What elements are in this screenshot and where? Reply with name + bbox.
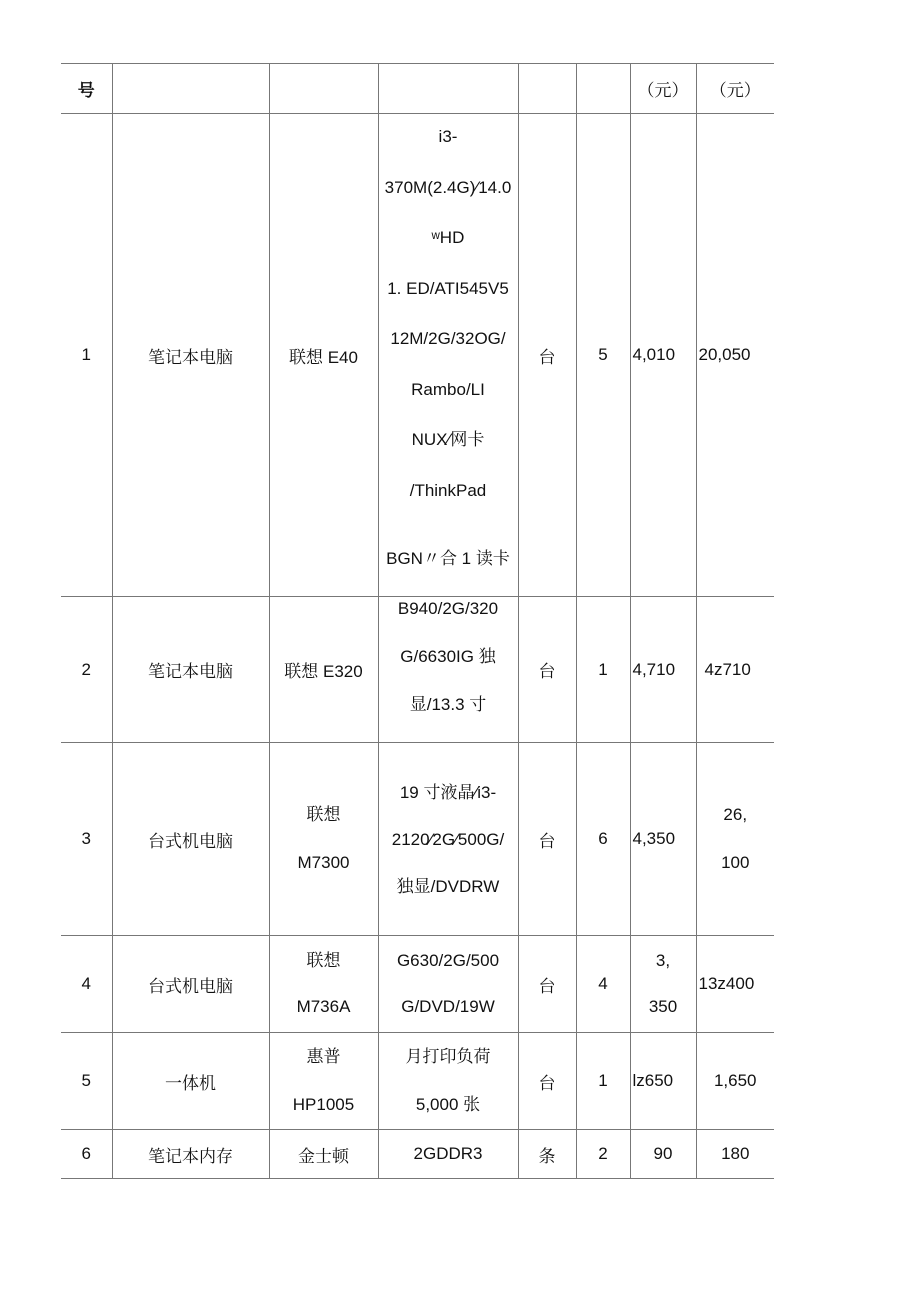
spec-line: NUX⁄网卡 bbox=[411, 430, 485, 449]
spec-line: 19 寸液晶⁄i3- bbox=[399, 782, 497, 802]
total-line: 100 bbox=[721, 853, 750, 872]
table-row bbox=[61, 936, 774, 1033]
header-unit-price: （元） bbox=[630, 64, 696, 114]
row-seq: 1 bbox=[61, 114, 112, 597]
total-line: 26, bbox=[723, 805, 748, 824]
spec-line: 5,000 张 bbox=[415, 1095, 481, 1114]
spec-line: /ThinkPad bbox=[409, 480, 487, 500]
spec-line: 月打印负荷 bbox=[405, 1047, 491, 1066]
spec-line: G630/2G/500 bbox=[396, 951, 500, 970]
row-unit-price bbox=[630, 936, 696, 1033]
spec-line: G/6630IG 独 bbox=[400, 647, 496, 666]
row-unit-price bbox=[630, 1033, 696, 1130]
spec-line: i3- bbox=[438, 127, 458, 146]
row-total-price bbox=[696, 114, 774, 597]
row-qty: 2 bbox=[576, 1130, 630, 1179]
spec-line: 370M(2.4G)⁄14.0 bbox=[384, 177, 512, 197]
row-unit: 台 bbox=[518, 936, 576, 1033]
header-qty bbox=[576, 64, 630, 114]
header-row bbox=[61, 64, 774, 114]
table-row bbox=[61, 1033, 774, 1130]
spec-line: BGN〃合 1 读卡 bbox=[386, 549, 510, 568]
header-unit bbox=[518, 64, 576, 114]
row-spec bbox=[378, 1130, 518, 1179]
row-qty: 4 bbox=[576, 936, 630, 1033]
spec-line: B940/2G/320 bbox=[397, 599, 499, 618]
price-line: 90 bbox=[653, 1144, 673, 1163]
table-row bbox=[61, 1130, 774, 1179]
row-qty: 5 bbox=[576, 114, 630, 597]
price-table bbox=[61, 63, 774, 1179]
table-row bbox=[61, 597, 774, 743]
row-brand bbox=[269, 1130, 378, 1179]
spec-line: ʷHD bbox=[431, 228, 465, 247]
brand-line: M736A bbox=[296, 997, 351, 1016]
row-unit-price bbox=[630, 114, 696, 597]
row-item-name: 笔记本内存 bbox=[112, 1130, 269, 1179]
row-unit: 条 bbox=[518, 1130, 576, 1179]
price-line: 350 bbox=[648, 997, 678, 1016]
total-line: 20,050 bbox=[698, 345, 751, 364]
row-unit: 台 bbox=[518, 114, 576, 597]
row-spec bbox=[378, 114, 518, 597]
row-qty: 6 bbox=[576, 743, 630, 936]
row-qty: 1 bbox=[576, 597, 630, 743]
spec-line: 12M/2G/32OG/ bbox=[390, 329, 506, 348]
row-brand bbox=[269, 743, 378, 936]
total-line: 1,650 bbox=[713, 1071, 757, 1090]
row-item-name: 台式机电脑 bbox=[112, 936, 269, 1033]
total-line: 180 bbox=[721, 1144, 750, 1163]
header-total-price: （元） bbox=[696, 64, 774, 114]
row-spec bbox=[378, 597, 518, 743]
row-unit: 台 bbox=[518, 597, 576, 743]
spec-line: Rambo/LI bbox=[411, 379, 485, 399]
total-line: 13z400 bbox=[698, 974, 755, 993]
row-total-price bbox=[696, 1033, 774, 1130]
price-line: 3, bbox=[655, 951, 671, 970]
row-item-name: 一体机 bbox=[112, 1033, 269, 1130]
brand-line: 金士顿 bbox=[298, 1146, 349, 1166]
price-line: lz650 bbox=[632, 1071, 674, 1090]
row-spec bbox=[378, 1033, 518, 1130]
brand-line: 联想 E40 bbox=[289, 347, 358, 367]
row-seq: 4 bbox=[61, 936, 112, 1033]
header-spec bbox=[378, 64, 518, 114]
price-line: 4,710 bbox=[632, 659, 676, 679]
row-seq: 6 bbox=[61, 1130, 112, 1179]
brand-line: 联想 E320 bbox=[284, 662, 363, 681]
row-unit: 台 bbox=[518, 743, 576, 936]
row-spec bbox=[378, 936, 518, 1033]
spec-line: 2120⁄2G⁄500G/ bbox=[391, 829, 505, 849]
table-row bbox=[61, 743, 774, 936]
spec-line: 独显/DVDRW bbox=[396, 876, 500, 896]
brand-line: M7300 bbox=[297, 853, 350, 872]
row-total-price bbox=[696, 936, 774, 1033]
row-item-name: 台式机电脑 bbox=[112, 743, 269, 936]
total-line: 4z710 bbox=[704, 659, 751, 679]
row-brand bbox=[269, 936, 378, 1033]
row-total-price bbox=[696, 743, 774, 936]
brand-line: 惠普 bbox=[306, 1047, 341, 1066]
price-line: 4,350 bbox=[632, 829, 676, 848]
spec-line: G/DVD/19W bbox=[401, 997, 495, 1016]
price-line: 4,010 bbox=[632, 345, 676, 364]
header-seq: 号 bbox=[61, 64, 112, 114]
row-seq: 5 bbox=[61, 1033, 112, 1130]
row-item-name: 笔记本电脑 bbox=[112, 597, 269, 743]
row-unit: 台 bbox=[518, 1033, 576, 1130]
spec-line: 1. ED/ATI545V5 bbox=[387, 278, 509, 298]
row-seq: 3 bbox=[61, 743, 112, 936]
spec-line: 显/13.3 寸 bbox=[409, 695, 487, 714]
row-spec bbox=[378, 743, 518, 936]
spec-line: 2GDDR3 bbox=[413, 1144, 483, 1163]
header-brand bbox=[269, 64, 378, 114]
brand-line: HP1005 bbox=[292, 1095, 355, 1114]
row-brand bbox=[269, 597, 378, 743]
table-row bbox=[61, 114, 774, 597]
row-unit-price bbox=[630, 743, 696, 936]
row-unit-price bbox=[630, 1130, 696, 1179]
row-total-price bbox=[696, 597, 774, 743]
row-brand bbox=[269, 1033, 378, 1130]
row-brand bbox=[269, 114, 378, 597]
row-total-price bbox=[696, 1130, 774, 1179]
row-item-name: 笔记本电脑 bbox=[112, 114, 269, 597]
row-qty: 1 bbox=[576, 1033, 630, 1130]
header-name bbox=[112, 64, 269, 114]
row-unit-price bbox=[630, 597, 696, 743]
brand-line: 联想 bbox=[306, 805, 341, 824]
brand-line: 联想 bbox=[306, 951, 341, 970]
row-seq: 2 bbox=[61, 597, 112, 743]
